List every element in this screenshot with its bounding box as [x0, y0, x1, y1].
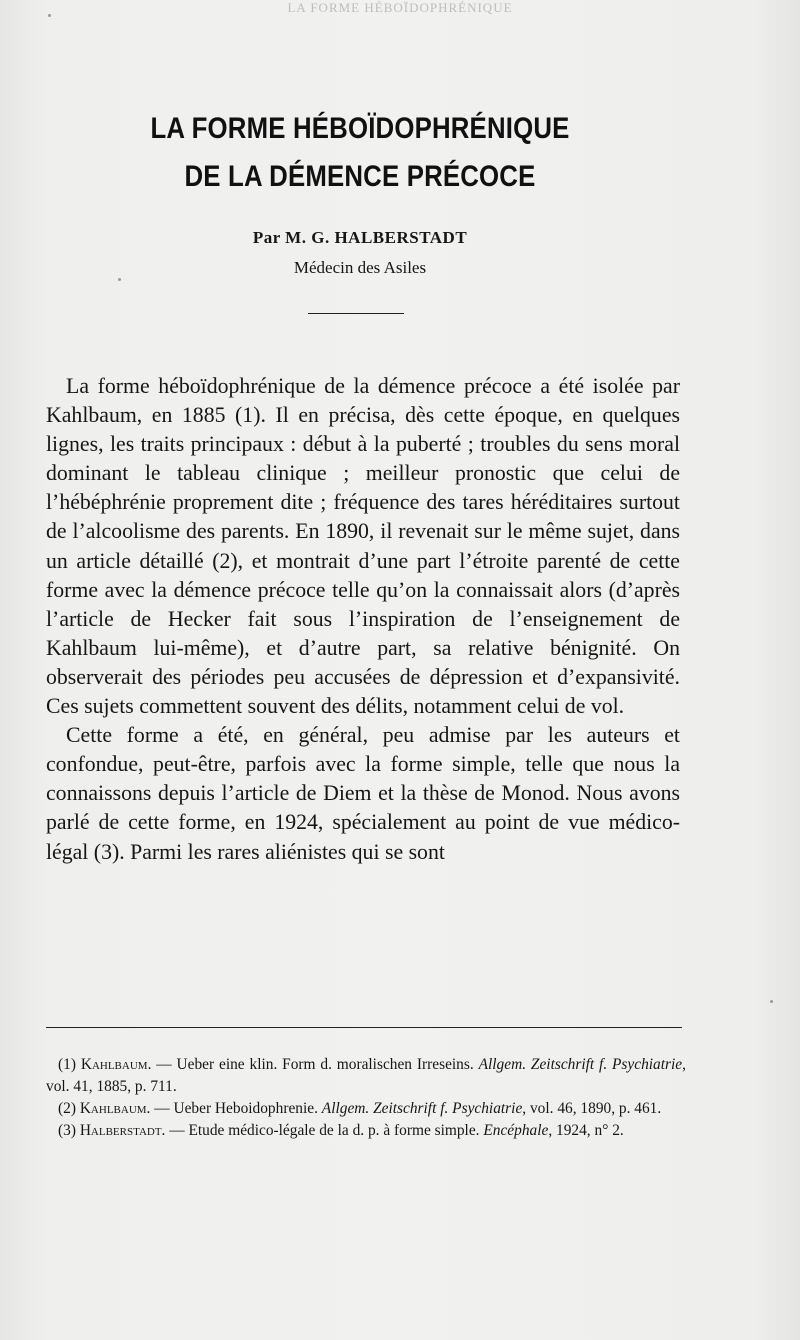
- scan-speck: [770, 1000, 773, 1003]
- footnote-author: Halberstadt: [79, 1122, 162, 1139]
- article-title-line-2: DE LA DÉMENCE PRÉCOCE: [184, 160, 536, 193]
- author-affiliation: Médecin des Asiles: [293, 258, 427, 277]
- body-paragraph-1: La forme héboïdophrénique de la démence précoce a été isolée par Kahlbaum, en 1885 (1). Il en précisa, dès cette époque, en quelques lignes, les traits principaux : début à la puberté ; troubles du sens moral dominant le tableau clinique ; meilleur pronostic que celui de l’hébéphrénie proprement dite ; fréquence des tares héréditaires surtout de l’alcoolisme des parents. En 1890, il revenait sur le même sujet, dans un article détaillé (2), et montrait d’une part l’étroite parenté de cette forme avec la démence précoce telle qu’on la connaissait alors (d’après l’article de Hecker fait sous l’inspiration de l’enseignement de Kahlbaum lui-même), et d’autre part, sa relative bénignité. On observerait des périodes peu accusées de dépression et d’expansivité. Ces sujets commettent souvent des délits, notamment celui de vol.: [46, 374, 680, 719]
- title-separator-rule: [308, 313, 404, 314]
- footnotes: [46, 1054, 686, 1142]
- article-title-line-1: LA FORME HÉBOÏDOPHRÉNIQUE: [150, 112, 570, 145]
- body-paragraph-2: Cette forme a été, en général, peu admise par les auteurs et confondue, peut-être, parfois avec la forme simple, telle que nous la connaissons depuis l’article de Diem et la thèse de Monod. Nous avons parlé de cette forme, en 1924, spécialement au point de vue médico-légal (3). Parmi les rares aliénistes qui se sont: [46, 723, 680, 864]
- footnote-tail: , vol. 41, 1885, p. 711.: [46, 1056, 686, 1095]
- scan-speck: [118, 278, 121, 281]
- footnote-journal: Encéphale: [483, 1122, 549, 1139]
- author-line: Par M. G. HALBERSTADT: [252, 228, 468, 247]
- footnote-number: (3): [58, 1122, 76, 1139]
- footnote-number: (1): [58, 1056, 76, 1073]
- footnote-author: Kahlbaum: [80, 1056, 148, 1073]
- footnote-separator-rule: [46, 1027, 682, 1028]
- footnote-author: Kahlbaum: [79, 1100, 147, 1117]
- footnote-text: . — Ueber Heboidophrenie.: [146, 1100, 318, 1117]
- footnote-number: (2): [58, 1100, 76, 1117]
- footnote-3: [46, 1120, 686, 1142]
- footnote-1: [46, 1054, 686, 1098]
- article-body: [46, 372, 680, 867]
- footnote-tail: , 1924, n° 2.: [548, 1122, 624, 1139]
- footnote-tail: , vol. 46, 1890, p. 461.: [522, 1100, 662, 1117]
- footnote-text: . — Ueber eine klin. Form d. moralischen Irreseins.: [147, 1056, 474, 1073]
- footnote-journal: Allgem. Zeitschrift f. Psychiatrie: [478, 1056, 683, 1073]
- footnote-text: . — Etude médico-légale de la d. p. à forme simple.: [161, 1122, 480, 1139]
- scan-speck: [48, 14, 51, 17]
- footnote-journal: Allgem. Zeitschrift f. Psychiatrie: [321, 1100, 523, 1117]
- running-header-bleedthrough: LA FORME HÉBOÏDOPHRÉNIQUE: [287, 0, 513, 14]
- footnote-2: [46, 1098, 686, 1120]
